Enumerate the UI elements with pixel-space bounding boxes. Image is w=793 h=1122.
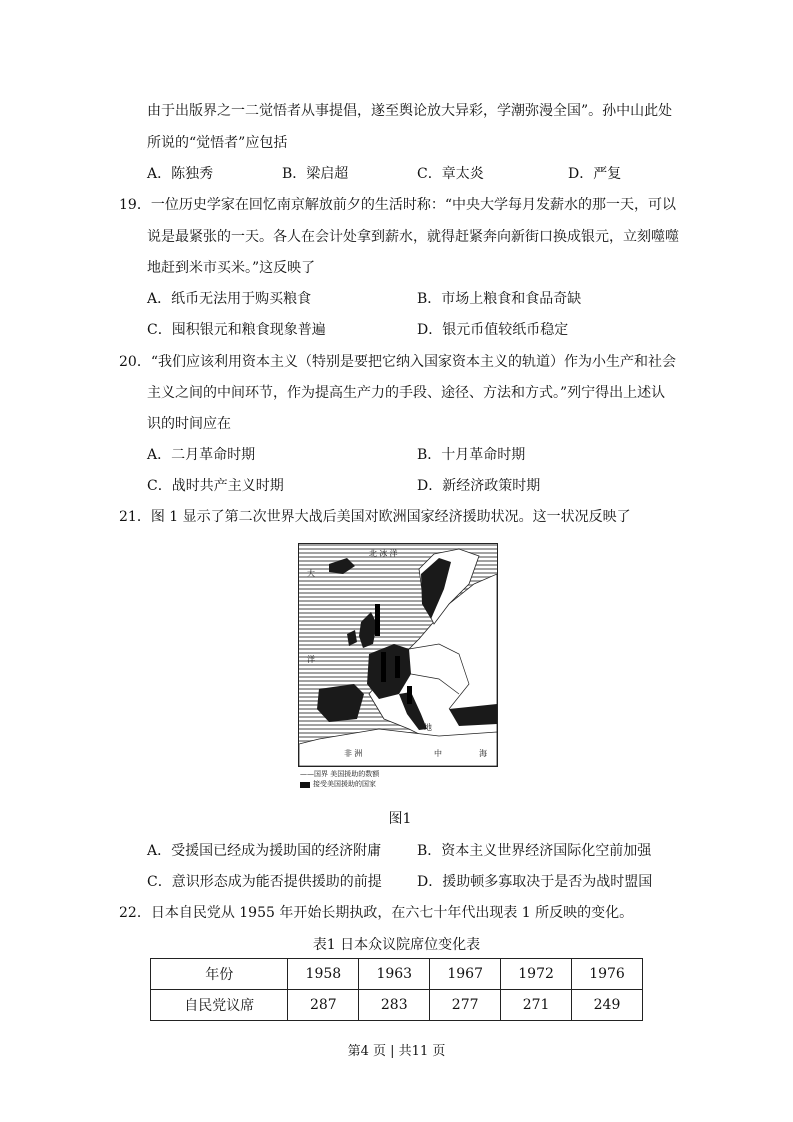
table-cell: 自民党议席: [151, 990, 288, 1021]
q20-option-b: B．十月革命时期: [417, 447, 526, 463]
table-header-cell: 1972: [501, 959, 572, 990]
q19-option-a: A．纸币无法用于购买粮食: [147, 291, 312, 307]
map-label-sea: 海: [479, 749, 487, 758]
q19-option-d: D．银元币值较纸币稳定: [417, 322, 569, 338]
q18-text-line1: 由于出版界之一二觉悟者从事提倡，遂至舆论放大异彩，学潮弥漫全国”。孙中山此处: [147, 103, 673, 119]
table-cell: 271: [501, 990, 572, 1021]
page-footer: 第4 页 | 共11 页: [347, 1044, 446, 1059]
q18-option-b: B．梁启超: [282, 166, 349, 182]
table-cell: 249: [572, 990, 643, 1021]
legend-swatch: [300, 782, 310, 788]
q18-option-d: D．严复: [568, 166, 622, 182]
map-legend-line2: 接受美国援助的国家: [313, 780, 376, 788]
q21-option-b: B．资本主义世界经济国际化空前加强: [417, 843, 652, 859]
table-cell: 277: [430, 990, 501, 1021]
seats-table: [150, 958, 643, 1021]
map-label-ocean-left-2: 洋: [307, 655, 315, 664]
q19-text-line2: 说是最紧张的一天。各人在会计处拿到薪水，就得赶紧奔向新街口换成银元，立刻噬噬: [147, 229, 679, 245]
q21-option-d: D．援助顿多寡取决于是否为战时盟国: [417, 874, 653, 890]
map-label-ocean-right: 地: [424, 723, 432, 732]
table-cell: 287: [288, 990, 359, 1021]
aid-country-iberia: [317, 684, 364, 722]
map-label-ocean-left-1: 大: [307, 569, 315, 578]
q20-text-line1: 20．“我们应该利用资本主义（特别是要把它纳入国家资本主义的轨道）作为小生产和社会: [119, 354, 676, 370]
aid-bar-uk: [375, 604, 380, 636]
q20-text-line2: 主义之间的中间环节，作为提高生产力的手段、途径、方法和方式。”列宁得出上述认: [147, 385, 666, 401]
q21-option-a: A．受援国已经成为援助国的经济附庸: [147, 843, 382, 859]
aid-bar-germany: [395, 656, 400, 678]
table-row: [151, 959, 643, 990]
map-label-north-sea: 北 冰 洋: [369, 549, 398, 558]
q19-text-line1: 19．一位历史学家在回忆南京解放前夕的生活时称：“中央大学每月发薪水的那一天，可以: [119, 197, 676, 213]
q18-option-a: A．陈独秀: [147, 166, 214, 182]
q19-option-b: B．市场上粮食和食品奇缺: [417, 291, 582, 307]
map-label-africa: 非 洲: [344, 749, 363, 758]
q22-text-line1: 22．日本自民党从 1955 年开始长期执政，在六七十年代出现表 1 所反映的变化。: [119, 905, 634, 921]
table-header-cell: 1958: [288, 959, 359, 990]
q18-text-line2: 所说的“觉悟者”应包括: [147, 135, 288, 151]
aid-bar-italy: [407, 686, 412, 704]
map-label-med: 中: [434, 749, 442, 758]
q19-text-line3: 地赶到米市买米。”这反映了: [147, 260, 316, 276]
aid-bar-france: [381, 652, 386, 682]
q21-text-line1: 21．图 1 显示了第二次世界大战后美国对欧洲国家经济援助状况。这一状况反映了: [119, 509, 631, 525]
q21-option-c: C．意识形态成为能否提供援助的前提: [147, 874, 382, 890]
table-header-cell: 1963: [359, 959, 430, 990]
map-legend-line1: ——国界 美国援助的数额: [300, 770, 380, 778]
q20-option-a: A．二月革命时期: [147, 447, 256, 463]
q18-option-c: C．章太炎: [417, 166, 484, 182]
table-header-cell: 年份: [151, 959, 288, 990]
europe-aid-map: [298, 543, 498, 767]
table-row: [151, 990, 643, 1021]
table-header-cell: 1976: [572, 959, 643, 990]
figure-caption: 图1: [388, 811, 412, 827]
q20-option-c: C．战时共产主义时期: [147, 478, 284, 494]
table-header-cell: 1967: [430, 959, 501, 990]
q20-option-d: D．新经济政策时期: [417, 478, 541, 494]
table-cell: 283: [359, 990, 430, 1021]
table-caption: 表1 日本众议院席位变化表: [312, 937, 481, 953]
q19-option-c: C．囤积银元和粮食现象普遍: [147, 322, 326, 338]
q20-text-line3: 识的时间应在: [147, 416, 231, 432]
